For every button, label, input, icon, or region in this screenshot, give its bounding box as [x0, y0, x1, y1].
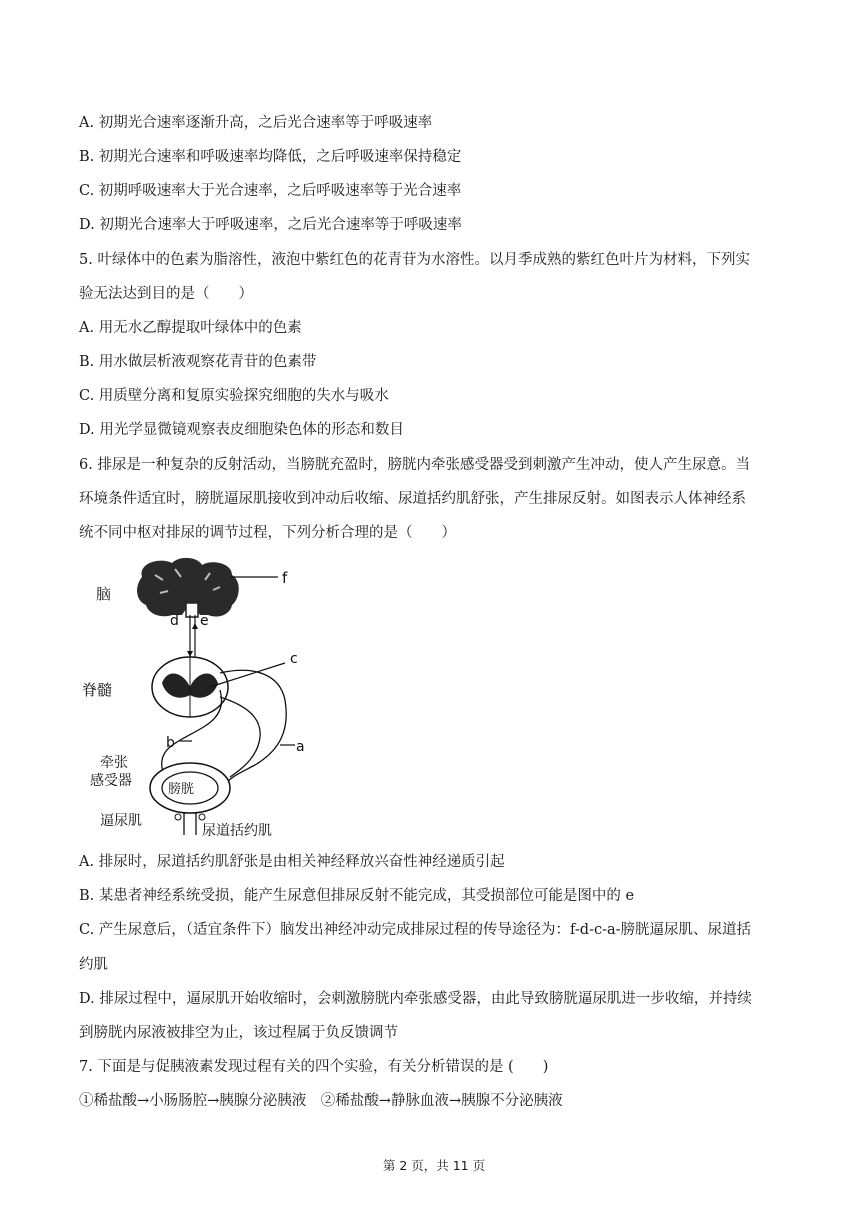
label-stretch-2: 感受器 — [90, 773, 132, 789]
option-a-q5: A. 用无水乙醇提取叶绿体中的色素 — [79, 320, 302, 336]
question-7-stem: 7. 下面是与促胰液素发现过程有关的四个实验，有关分析错误的是 ( ) — [79, 1059, 549, 1075]
option-c-q5: C. 用质壁分离和复原实验探究细胞的失水与吸水 — [79, 388, 389, 404]
sphincter-right — [199, 814, 205, 820]
label-d: d — [170, 613, 179, 629]
option-b-q6: B. 某患者神经系统受损，能产生尿意但排尿反射不能完成，其受损部位可能是图中的 e — [79, 888, 635, 904]
question-6-stem: 6. 排尿是一种复杂的反射活动，当膀胱充盈时，膀胱内牵张感受器受到刺激产生冲动，使人产生尿意。当 — [79, 457, 750, 473]
label-b: b — [166, 735, 175, 751]
option-c-q6: C. 产生尿意后，（适宜条件下）脑发出神经冲动完成排尿过程的传导途径为：f-d-c-a-膀胱逼尿肌、尿道括 — [79, 922, 752, 938]
option-b-q5: B. 用水做层析液观察花青苷的色素带 — [79, 354, 317, 370]
label-brain: 脑 — [96, 585, 112, 603]
option-a-q4: A. 初期光合速率逐渐升高，之后光合速率等于呼吸速率 — [79, 115, 433, 131]
label-c: c — [290, 651, 298, 667]
option-b-q4: B. 初期光合速率和呼吸速率均降低，之后呼吸速率保持稳定 — [79, 149, 462, 165]
question-5-stem-cont: 验无法达到目的是（ ） — [79, 286, 253, 302]
figure-svg — [80, 555, 320, 845]
option-c-q4: C. 初期呼吸速率大于光合速率，之后呼吸速率等于光合速率 — [79, 183, 462, 199]
option-d-q6: D. 排尿过程中，逼尿肌开始收缩时，会刺激膀胱内牵张感受器，由此导致膀胱逼尿肌进一步收缩，并持续 — [79, 991, 752, 1007]
option-c-q6-cont: 约肌 — [79, 957, 108, 973]
label-sphincter: 尿道括约肌 — [202, 823, 272, 839]
brainstem — [186, 603, 198, 617]
arrow-d — [187, 651, 193, 657]
label-f: f — [282, 569, 288, 587]
question-7-experiments: ①稀盐酸→小肠肠腔→胰腺分泌胰液 ②稀盐酸→静脉血液→胰腺不分泌胰液 — [79, 1093, 563, 1109]
question-6-stem-cont1: 环境条件适宜时，膀胱逼尿肌接收到冲动后收缩、尿道括约肌舒张，产生排尿反射。如图表示人体神经系 — [79, 491, 746, 507]
question-5-stem: 5. 叶绿体中的色素为脂溶性，液泡中紫红色的花青苷为水溶性。以月季成熟的紫红色叶片为材料，下列实 — [79, 252, 750, 268]
option-d-q6-cont: 到膀胱内尿液被排空为止，该过程属于负反馈调节 — [79, 1025, 398, 1041]
sphincter-left — [175, 814, 181, 820]
question-6-stem-cont2: 统不同中枢对排尿的调节过程，下列分析合理的是（ ） — [79, 525, 456, 541]
label-e: e — [200, 613, 209, 629]
option-d-q4: D. 初期光合速率大于呼吸速率，之后光合速率等于呼吸速率 — [79, 217, 462, 233]
option-a-q6: A. 排尿时，尿道括约肌舒张是由相关神经释放兴奋性神经递质引起 — [79, 854, 505, 870]
label-stretch-1: 牵张 — [100, 755, 128, 771]
arrow-e — [192, 623, 198, 629]
label-detrusor: 逼尿肌 — [100, 813, 142, 829]
label-a: a — [296, 739, 305, 755]
label-bladder: 膀胱 — [168, 782, 195, 797]
label-spinal-cord: 脊髓 — [82, 681, 113, 699]
option-d-q5: D. 用光学显微镜观察表皮细胞染色体的形态和数目 — [79, 422, 404, 438]
nervous-system-figure — [80, 555, 320, 845]
nerve-a — [220, 670, 286, 785]
page-footer: 第 2 页，共 11 页 — [382, 1158, 486, 1173]
